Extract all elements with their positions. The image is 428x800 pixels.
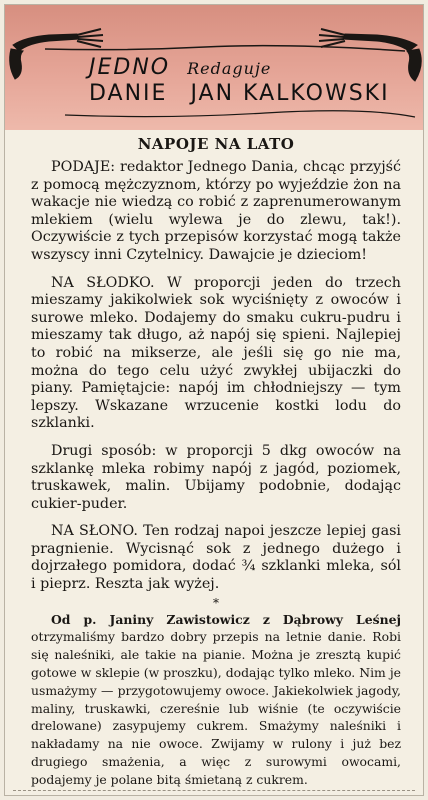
- header-word-jedno: JEDNO: [89, 55, 171, 80]
- paragraph-drugi-sposob: Drugi sposób: w proporcji 5 dkg owoców na szklankę mleka robimy napój z jagód, poziomek, truskawek, malin. Ubijamy podobnie, dodając cukier-puder.: [31, 442, 401, 512]
- section-separator: *: [213, 595, 219, 610]
- header-author: JAN KALKOWSKI: [190, 81, 390, 106]
- paragraph-na-slono: NA SŁONO. Ten rodzaj napoi jeszcze lepiej gasi pragnienie. Wycisnąć sok z jednego dużego i dojrzałego pomidora, dodać ¾ szklanki mleka, sól i pieprz. Reszta jak wyżej.: [31, 523, 401, 593]
- column-header: [5, 5, 423, 130]
- letter-lead: Od p. Janiny Zawistowicz z Dąbrowy Leśnej: [51, 611, 401, 627]
- header-line-1: [89, 55, 271, 80]
- article-title: NAPOJE NA LATO: [137, 135, 295, 153]
- paragraph-intro: PODAJE: redaktor Jednego Dania, chcąc przyjść z pomocą mężczyznom, którzy po wyjeździe żon na wakacje nie wiedzą co robić z zaprenumerowanym mlekiem (wielu wylewa je do zlewu, tak!). Oczywiście z tych przepisów korzystać mogą także wszyscy inni Czytelnicy. Dawajcie je dzieciom!: [31, 159, 401, 263]
- header-line-2: [89, 81, 390, 106]
- letter-body: otrzymaliśmy bardzo dobry przepis na letnie danie. Robi się naleśniki, ale takie na pianie. Można je zresztą kupić gotowe w sklepie (w proszku), dodając tylko mleko. Nim je usmażymy — przygotowujemy owoce. Jakiekolwiek jagody, maliny, truskawki, czereśnie lub wiśnie (te oczywiście drelowane) zasypujemy cukrem. Smażymy naleśniki i nakładamy na nie owoce. Zwijamy w rulony i już bez drugiego smażenia, a więc z surowymi owocami, podajemy je polane bitą śmietaną z cukrem.: [31, 629, 401, 787]
- newspaper-clipping: [4, 4, 424, 796]
- header-redaguje: Redaguje: [187, 59, 272, 78]
- header-word-danie: DANIE: [89, 81, 168, 106]
- paragraph-letter: [31, 611, 401, 789]
- bottom-rule: [13, 790, 415, 791]
- article: [31, 135, 401, 789]
- paragraph-na-slodko: NA SŁODKO. W proporcji jeden do trzech mieszamy jakikolwiek sok wyciśnięty z owoców i surowe mleko. Dodajemy do smaku cukru-pudru i mieszamy tak długo, aż napój się spieni. Najlepiej to robić na mikserze, ale jeśli się go nie ma, można do tego celu użyć zwykłej ubijaczki do piany. Pamiętajcie: napój im chłodniejszy — tym lepszy. Wskazane wrzucenie kostki lodu do szklanki.: [31, 274, 401, 432]
- fork-right-icon: [319, 29, 421, 81]
